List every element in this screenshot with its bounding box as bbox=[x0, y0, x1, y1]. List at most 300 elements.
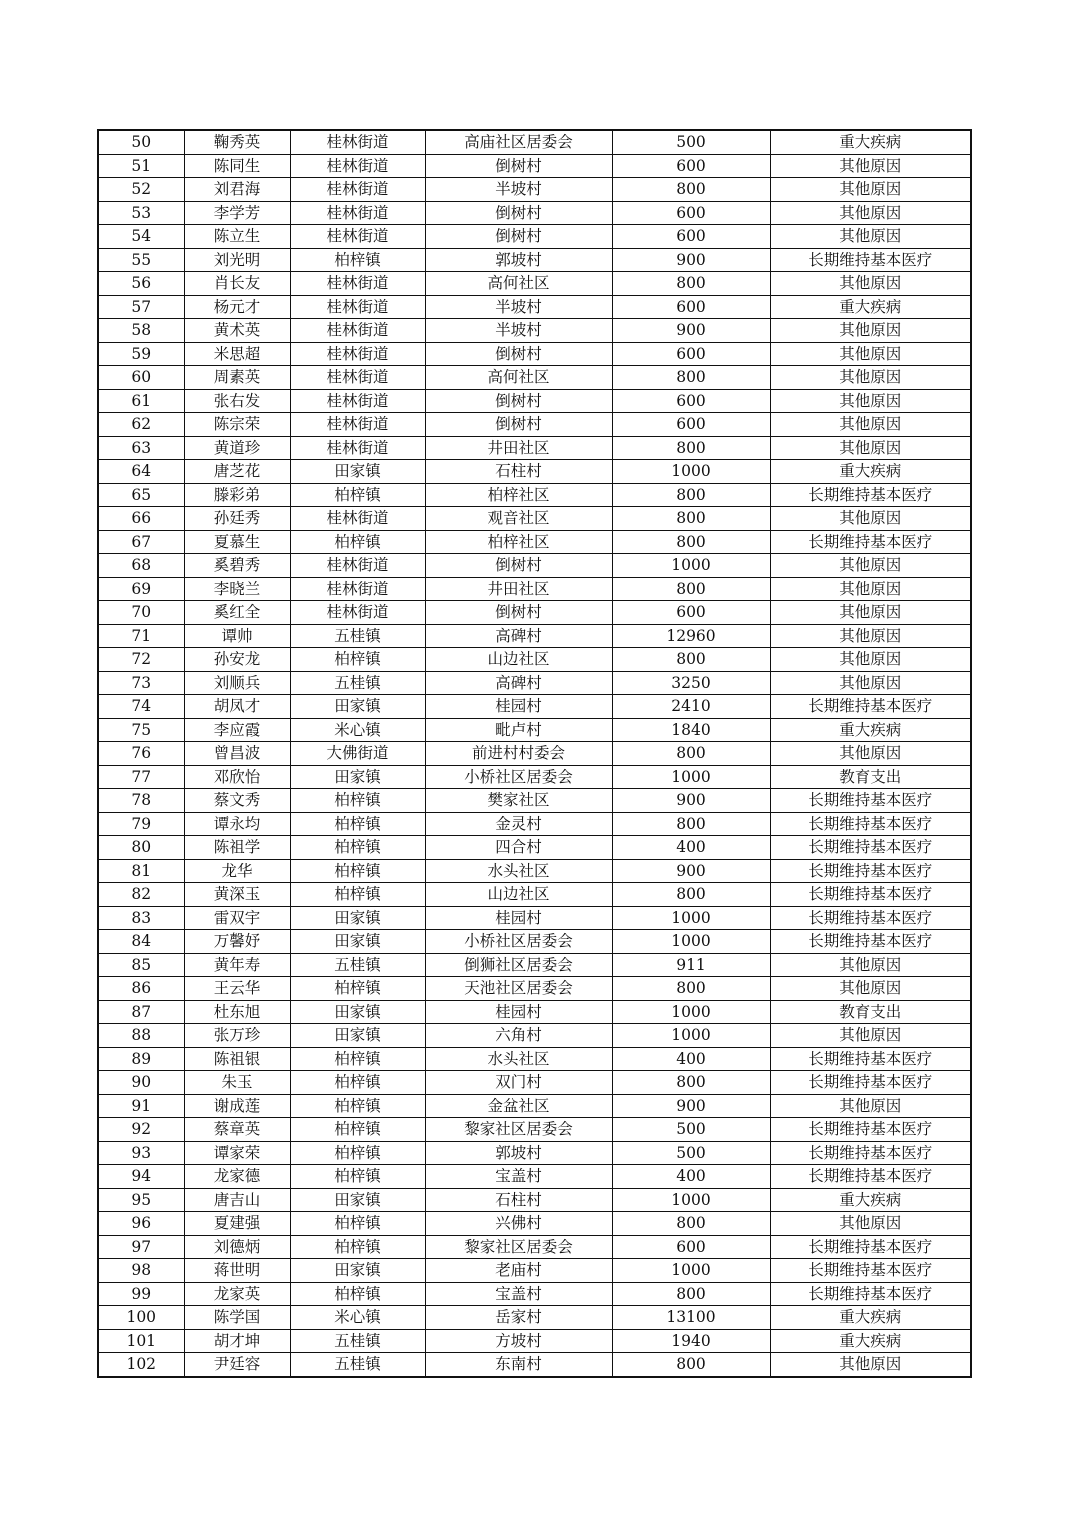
town-cell: 桂林街道 bbox=[290, 507, 425, 531]
town-cell: 柏梓镇 bbox=[290, 1118, 425, 1142]
town-cell: 桂林街道 bbox=[290, 601, 425, 625]
village-cell: 桂园村 bbox=[425, 1000, 612, 1024]
town-cell: 柏梓镇 bbox=[290, 977, 425, 1001]
town-cell: 桂林街道 bbox=[290, 413, 425, 437]
row-number-cell: 71 bbox=[98, 624, 184, 648]
reason-cell: 其他原因 bbox=[770, 342, 971, 366]
table-row bbox=[98, 154, 971, 178]
row-number-cell: 66 bbox=[98, 507, 184, 531]
amount-cell: 800 bbox=[612, 648, 770, 672]
amount-cell: 1000 bbox=[612, 906, 770, 930]
table-row bbox=[98, 1024, 971, 1048]
town-cell: 柏梓镇 bbox=[290, 1094, 425, 1118]
person-name-cell: 陈祖学 bbox=[184, 836, 290, 860]
village-cell: 倒树村 bbox=[425, 225, 612, 249]
village-cell: 东南村 bbox=[425, 1353, 612, 1377]
person-name-cell: 曾昌波 bbox=[184, 742, 290, 766]
reason-cell: 其他原因 bbox=[770, 1212, 971, 1236]
reason-cell: 其他原因 bbox=[770, 1094, 971, 1118]
village-cell: 桂园村 bbox=[425, 695, 612, 719]
amount-cell: 1000 bbox=[612, 930, 770, 954]
town-cell: 田家镇 bbox=[290, 1000, 425, 1024]
person-name-cell: 张万珍 bbox=[184, 1024, 290, 1048]
village-cell: 高碑村 bbox=[425, 671, 612, 695]
reason-cell: 其他原因 bbox=[770, 389, 971, 413]
table-row bbox=[98, 577, 971, 601]
village-cell: 方坡村 bbox=[425, 1329, 612, 1353]
reason-cell: 重大疾病 bbox=[770, 460, 971, 484]
person-name-cell: 龙家英 bbox=[184, 1282, 290, 1306]
table-row bbox=[98, 554, 971, 578]
reason-cell: 其他原因 bbox=[770, 436, 971, 460]
reason-cell: 其他原因 bbox=[770, 671, 971, 695]
town-cell: 田家镇 bbox=[290, 460, 425, 484]
row-number-cell: 97 bbox=[98, 1235, 184, 1259]
amount-cell: 13100 bbox=[612, 1306, 770, 1330]
amount-cell: 2410 bbox=[612, 695, 770, 719]
row-number-cell: 96 bbox=[98, 1212, 184, 1236]
row-number-cell: 56 bbox=[98, 272, 184, 296]
person-name-cell: 米思超 bbox=[184, 342, 290, 366]
row-number-cell: 69 bbox=[98, 577, 184, 601]
reason-cell: 长期维持基本医疗 bbox=[770, 1259, 971, 1283]
amount-cell: 800 bbox=[612, 178, 770, 202]
person-name-cell: 尹廷容 bbox=[184, 1353, 290, 1377]
town-cell: 桂林街道 bbox=[290, 436, 425, 460]
row-number-cell: 95 bbox=[98, 1188, 184, 1212]
amount-cell: 1940 bbox=[612, 1329, 770, 1353]
table-row bbox=[98, 1306, 971, 1330]
reason-cell: 长期维持基本医疗 bbox=[770, 530, 971, 554]
person-name-cell: 谢成莲 bbox=[184, 1094, 290, 1118]
town-cell: 柏梓镇 bbox=[290, 248, 425, 272]
person-name-cell: 蔡文秀 bbox=[184, 789, 290, 813]
person-name-cell: 鞠秀英 bbox=[184, 130, 290, 154]
person-name-cell: 黄术英 bbox=[184, 319, 290, 343]
table-row bbox=[98, 1165, 971, 1189]
row-number-cell: 61 bbox=[98, 389, 184, 413]
reason-cell: 重大疾病 bbox=[770, 1188, 971, 1212]
village-cell: 水头社区 bbox=[425, 859, 612, 883]
town-cell: 桂林街道 bbox=[290, 130, 425, 154]
row-number-cell: 63 bbox=[98, 436, 184, 460]
town-cell: 五桂镇 bbox=[290, 1329, 425, 1353]
town-cell: 五桂镇 bbox=[290, 953, 425, 977]
person-name-cell: 蔡章英 bbox=[184, 1118, 290, 1142]
person-name-cell: 孙廷秀 bbox=[184, 507, 290, 531]
person-name-cell: 周素英 bbox=[184, 366, 290, 390]
amount-cell: 900 bbox=[612, 859, 770, 883]
village-cell: 石柱村 bbox=[425, 460, 612, 484]
table-row bbox=[98, 601, 971, 625]
amount-cell: 12960 bbox=[612, 624, 770, 648]
amount-cell: 800 bbox=[612, 883, 770, 907]
person-name-cell: 李晓兰 bbox=[184, 577, 290, 601]
village-cell: 宝盖村 bbox=[425, 1165, 612, 1189]
town-cell: 柏梓镇 bbox=[290, 648, 425, 672]
person-name-cell: 陈同生 bbox=[184, 154, 290, 178]
row-number-cell: 99 bbox=[98, 1282, 184, 1306]
village-cell: 半坡村 bbox=[425, 319, 612, 343]
village-cell: 毗卢村 bbox=[425, 718, 612, 742]
person-name-cell: 邓欣怡 bbox=[184, 765, 290, 789]
village-cell: 倒狮社区居委会 bbox=[425, 953, 612, 977]
amount-cell: 800 bbox=[612, 812, 770, 836]
town-cell: 桂林街道 bbox=[290, 225, 425, 249]
table-row bbox=[98, 906, 971, 930]
amount-cell: 600 bbox=[612, 413, 770, 437]
village-cell: 前进村村委会 bbox=[425, 742, 612, 766]
table-row bbox=[98, 295, 971, 319]
amount-cell: 900 bbox=[612, 789, 770, 813]
town-cell: 田家镇 bbox=[290, 695, 425, 719]
row-number-cell: 91 bbox=[98, 1094, 184, 1118]
table-row bbox=[98, 507, 971, 531]
person-name-cell: 刘德炳 bbox=[184, 1235, 290, 1259]
table-row bbox=[98, 1047, 971, 1071]
village-cell: 郭坡村 bbox=[425, 248, 612, 272]
person-name-cell: 夏慕生 bbox=[184, 530, 290, 554]
person-name-cell: 张右发 bbox=[184, 389, 290, 413]
table-row bbox=[98, 201, 971, 225]
village-cell: 宝盖村 bbox=[425, 1282, 612, 1306]
reason-cell: 长期维持基本医疗 bbox=[770, 1071, 971, 1095]
table-row bbox=[98, 342, 971, 366]
table-row bbox=[98, 436, 971, 460]
row-number-cell: 84 bbox=[98, 930, 184, 954]
village-cell: 郭坡村 bbox=[425, 1141, 612, 1165]
row-number-cell: 54 bbox=[98, 225, 184, 249]
reason-cell: 长期维持基本医疗 bbox=[770, 906, 971, 930]
amount-cell: 600 bbox=[612, 342, 770, 366]
amount-cell: 1840 bbox=[612, 718, 770, 742]
row-number-cell: 72 bbox=[98, 648, 184, 672]
table-row bbox=[98, 1118, 971, 1142]
town-cell: 桂林街道 bbox=[290, 366, 425, 390]
table-row bbox=[98, 1071, 971, 1095]
row-number-cell: 67 bbox=[98, 530, 184, 554]
row-number-cell: 53 bbox=[98, 201, 184, 225]
town-cell: 柏梓镇 bbox=[290, 789, 425, 813]
village-cell: 高何社区 bbox=[425, 366, 612, 390]
reason-cell: 其他原因 bbox=[770, 319, 971, 343]
row-number-cell: 102 bbox=[98, 1353, 184, 1377]
table-row bbox=[98, 413, 971, 437]
amount-cell: 800 bbox=[612, 436, 770, 460]
village-cell: 双门村 bbox=[425, 1071, 612, 1095]
table-row bbox=[98, 671, 971, 695]
person-name-cell: 黄深玉 bbox=[184, 883, 290, 907]
row-number-cell: 62 bbox=[98, 413, 184, 437]
amount-cell: 400 bbox=[612, 1047, 770, 1071]
person-name-cell: 黄道珍 bbox=[184, 436, 290, 460]
reason-cell: 重大疾病 bbox=[770, 718, 971, 742]
amount-cell: 1000 bbox=[612, 460, 770, 484]
village-cell: 老庙村 bbox=[425, 1259, 612, 1283]
reason-cell: 其他原因 bbox=[770, 507, 971, 531]
table-row bbox=[98, 1259, 971, 1283]
village-cell: 黎家社区居委会 bbox=[425, 1235, 612, 1259]
reason-cell: 其他原因 bbox=[770, 413, 971, 437]
village-cell: 岳家村 bbox=[425, 1306, 612, 1330]
row-number-cell: 89 bbox=[98, 1047, 184, 1071]
reason-cell: 长期维持基本医疗 bbox=[770, 883, 971, 907]
reason-cell: 其他原因 bbox=[770, 742, 971, 766]
village-cell: 井田社区 bbox=[425, 577, 612, 601]
town-cell: 田家镇 bbox=[290, 906, 425, 930]
row-number-cell: 73 bbox=[98, 671, 184, 695]
person-name-cell: 奚碧秀 bbox=[184, 554, 290, 578]
person-name-cell: 杜东旭 bbox=[184, 1000, 290, 1024]
reason-cell: 其他原因 bbox=[770, 977, 971, 1001]
row-number-cell: 78 bbox=[98, 789, 184, 813]
person-name-cell: 陈立生 bbox=[184, 225, 290, 249]
row-number-cell: 64 bbox=[98, 460, 184, 484]
village-cell: 倒树村 bbox=[425, 342, 612, 366]
town-cell: 柏梓镇 bbox=[290, 1047, 425, 1071]
table-row bbox=[98, 1353, 971, 1377]
row-number-cell: 101 bbox=[98, 1329, 184, 1353]
town-cell: 桂林街道 bbox=[290, 577, 425, 601]
town-cell: 柏梓镇 bbox=[290, 1235, 425, 1259]
reason-cell: 其他原因 bbox=[770, 154, 971, 178]
amount-cell: 600 bbox=[612, 295, 770, 319]
reason-cell: 其他原因 bbox=[770, 1353, 971, 1377]
amount-cell: 800 bbox=[612, 530, 770, 554]
amount-cell: 400 bbox=[612, 836, 770, 860]
person-name-cell: 李应霞 bbox=[184, 718, 290, 742]
person-name-cell: 滕彩弟 bbox=[184, 483, 290, 507]
village-cell: 桂园村 bbox=[425, 906, 612, 930]
person-name-cell: 刘顺兵 bbox=[184, 671, 290, 695]
village-cell: 金灵村 bbox=[425, 812, 612, 836]
table-row bbox=[98, 836, 971, 860]
amount-cell: 600 bbox=[612, 1235, 770, 1259]
row-number-cell: 88 bbox=[98, 1024, 184, 1048]
town-cell: 五桂镇 bbox=[290, 624, 425, 648]
amount-cell: 800 bbox=[612, 1282, 770, 1306]
reason-cell: 其他原因 bbox=[770, 1024, 971, 1048]
row-number-cell: 52 bbox=[98, 178, 184, 202]
row-number-cell: 79 bbox=[98, 812, 184, 836]
amount-cell: 3250 bbox=[612, 671, 770, 695]
town-cell: 桂林街道 bbox=[290, 201, 425, 225]
village-cell: 倒树村 bbox=[425, 201, 612, 225]
person-name-cell: 陈宗荣 bbox=[184, 413, 290, 437]
town-cell: 五桂镇 bbox=[290, 671, 425, 695]
person-name-cell: 李学芳 bbox=[184, 201, 290, 225]
table-row bbox=[98, 1235, 971, 1259]
amount-cell: 600 bbox=[612, 601, 770, 625]
row-number-cell: 86 bbox=[98, 977, 184, 1001]
village-cell: 观音社区 bbox=[425, 507, 612, 531]
amount-cell: 500 bbox=[612, 130, 770, 154]
town-cell: 米心镇 bbox=[290, 1306, 425, 1330]
amount-cell: 500 bbox=[612, 1141, 770, 1165]
town-cell: 桂林街道 bbox=[290, 554, 425, 578]
reason-cell: 其他原因 bbox=[770, 953, 971, 977]
row-number-cell: 94 bbox=[98, 1165, 184, 1189]
row-number-cell: 65 bbox=[98, 483, 184, 507]
amount-cell: 1000 bbox=[612, 1259, 770, 1283]
reason-cell: 其他原因 bbox=[770, 624, 971, 648]
amount-cell: 800 bbox=[612, 1212, 770, 1236]
person-name-cell: 奚红全 bbox=[184, 601, 290, 625]
town-cell: 桂林街道 bbox=[290, 272, 425, 296]
amount-cell: 1000 bbox=[612, 554, 770, 578]
village-cell: 倒树村 bbox=[425, 389, 612, 413]
reason-cell: 教育支出 bbox=[770, 765, 971, 789]
row-number-cell: 55 bbox=[98, 248, 184, 272]
town-cell: 桂林街道 bbox=[290, 389, 425, 413]
table-row bbox=[98, 1212, 971, 1236]
town-cell: 柏梓镇 bbox=[290, 836, 425, 860]
village-cell: 天池社区居委会 bbox=[425, 977, 612, 1001]
town-cell: 柏梓镇 bbox=[290, 883, 425, 907]
town-cell: 桂林街道 bbox=[290, 319, 425, 343]
town-cell: 桂林街道 bbox=[290, 178, 425, 202]
row-number-cell: 68 bbox=[98, 554, 184, 578]
reason-cell: 长期维持基本医疗 bbox=[770, 812, 971, 836]
village-cell: 六角村 bbox=[425, 1024, 612, 1048]
table-row bbox=[98, 953, 971, 977]
town-cell: 柏梓镇 bbox=[290, 859, 425, 883]
person-name-cell: 杨元才 bbox=[184, 295, 290, 319]
amount-cell: 800 bbox=[612, 577, 770, 601]
table-row bbox=[98, 765, 971, 789]
person-name-cell: 刘光明 bbox=[184, 248, 290, 272]
village-cell: 小桥社区居委会 bbox=[425, 765, 612, 789]
reason-cell: 长期维持基本医疗 bbox=[770, 248, 971, 272]
table-row bbox=[98, 1329, 971, 1353]
row-number-cell: 51 bbox=[98, 154, 184, 178]
reason-cell: 其他原因 bbox=[770, 601, 971, 625]
village-cell: 半坡村 bbox=[425, 178, 612, 202]
reason-cell: 重大疾病 bbox=[770, 1306, 971, 1330]
person-name-cell: 刘君海 bbox=[184, 178, 290, 202]
table-row bbox=[98, 718, 971, 742]
reason-cell: 其他原因 bbox=[770, 648, 971, 672]
table-row bbox=[98, 1141, 971, 1165]
town-cell: 柏梓镇 bbox=[290, 1165, 425, 1189]
town-cell: 桂林街道 bbox=[290, 342, 425, 366]
row-number-cell: 59 bbox=[98, 342, 184, 366]
person-name-cell: 龙华 bbox=[184, 859, 290, 883]
town-cell: 五桂镇 bbox=[290, 1353, 425, 1377]
village-cell: 黎家社区居委会 bbox=[425, 1118, 612, 1142]
person-name-cell: 陈祖银 bbox=[184, 1047, 290, 1071]
row-number-cell: 70 bbox=[98, 601, 184, 625]
town-cell: 田家镇 bbox=[290, 1024, 425, 1048]
person-name-cell: 龙家德 bbox=[184, 1165, 290, 1189]
amount-cell: 800 bbox=[612, 272, 770, 296]
table-row bbox=[98, 742, 971, 766]
reason-cell: 长期维持基本医疗 bbox=[770, 1165, 971, 1189]
table-row bbox=[98, 1188, 971, 1212]
reason-cell: 其他原因 bbox=[770, 554, 971, 578]
amount-cell: 800 bbox=[612, 507, 770, 531]
person-name-cell: 朱玉 bbox=[184, 1071, 290, 1095]
person-name-cell: 王云华 bbox=[184, 977, 290, 1001]
reason-cell: 其他原因 bbox=[770, 178, 971, 202]
town-cell: 桂林街道 bbox=[290, 295, 425, 319]
town-cell: 柏梓镇 bbox=[290, 483, 425, 507]
town-cell: 柏梓镇 bbox=[290, 1212, 425, 1236]
town-cell: 田家镇 bbox=[290, 930, 425, 954]
person-name-cell: 夏建强 bbox=[184, 1212, 290, 1236]
amount-cell: 400 bbox=[612, 1165, 770, 1189]
village-cell: 倒树村 bbox=[425, 154, 612, 178]
reason-cell: 重大疾病 bbox=[770, 295, 971, 319]
table-row bbox=[98, 1282, 971, 1306]
village-cell: 倒树村 bbox=[425, 601, 612, 625]
person-name-cell: 谭永均 bbox=[184, 812, 290, 836]
person-name-cell: 陈学国 bbox=[184, 1306, 290, 1330]
person-name-cell: 胡才坤 bbox=[184, 1329, 290, 1353]
amount-cell: 600 bbox=[612, 389, 770, 413]
table-row bbox=[98, 930, 971, 954]
village-cell: 石柱村 bbox=[425, 1188, 612, 1212]
person-name-cell: 蒋世明 bbox=[184, 1259, 290, 1283]
table-row bbox=[98, 530, 971, 554]
reason-cell: 重大疾病 bbox=[770, 1329, 971, 1353]
table-body bbox=[98, 130, 971, 1377]
town-cell: 柏梓镇 bbox=[290, 812, 425, 836]
village-cell: 兴佛村 bbox=[425, 1212, 612, 1236]
amount-cell: 900 bbox=[612, 1094, 770, 1118]
table-row bbox=[98, 366, 971, 390]
town-cell: 田家镇 bbox=[290, 1188, 425, 1212]
row-number-cell: 58 bbox=[98, 319, 184, 343]
amount-cell: 600 bbox=[612, 225, 770, 249]
row-number-cell: 80 bbox=[98, 836, 184, 860]
row-number-cell: 82 bbox=[98, 883, 184, 907]
village-cell: 高碑村 bbox=[425, 624, 612, 648]
town-cell: 米心镇 bbox=[290, 718, 425, 742]
village-cell: 小桥社区居委会 bbox=[425, 930, 612, 954]
table-row bbox=[98, 1094, 971, 1118]
town-cell: 田家镇 bbox=[290, 1259, 425, 1283]
village-cell: 水头社区 bbox=[425, 1047, 612, 1071]
village-cell: 山边社区 bbox=[425, 883, 612, 907]
amount-cell: 1000 bbox=[612, 1188, 770, 1212]
amount-cell: 500 bbox=[612, 1118, 770, 1142]
reason-cell: 长期维持基本医疗 bbox=[770, 1235, 971, 1259]
amount-cell: 1000 bbox=[612, 1000, 770, 1024]
assistance-list-table bbox=[97, 129, 972, 1378]
village-cell: 半坡村 bbox=[425, 295, 612, 319]
amount-cell: 800 bbox=[612, 1353, 770, 1377]
amount-cell: 600 bbox=[612, 201, 770, 225]
reason-cell: 重大疾病 bbox=[770, 130, 971, 154]
table-row bbox=[98, 272, 971, 296]
table-row bbox=[98, 248, 971, 272]
reason-cell: 其他原因 bbox=[770, 225, 971, 249]
amount-cell: 900 bbox=[612, 248, 770, 272]
amount-cell: 800 bbox=[612, 483, 770, 507]
amount-cell: 1000 bbox=[612, 765, 770, 789]
table-row bbox=[98, 319, 971, 343]
reason-cell: 长期维持基本医疗 bbox=[770, 930, 971, 954]
table-row bbox=[98, 624, 971, 648]
table-row bbox=[98, 812, 971, 836]
reason-cell: 教育支出 bbox=[770, 1000, 971, 1024]
amount-cell: 1000 bbox=[612, 1024, 770, 1048]
amount-cell: 800 bbox=[612, 1071, 770, 1095]
person-name-cell: 胡凤才 bbox=[184, 695, 290, 719]
row-number-cell: 81 bbox=[98, 859, 184, 883]
table-row bbox=[98, 389, 971, 413]
